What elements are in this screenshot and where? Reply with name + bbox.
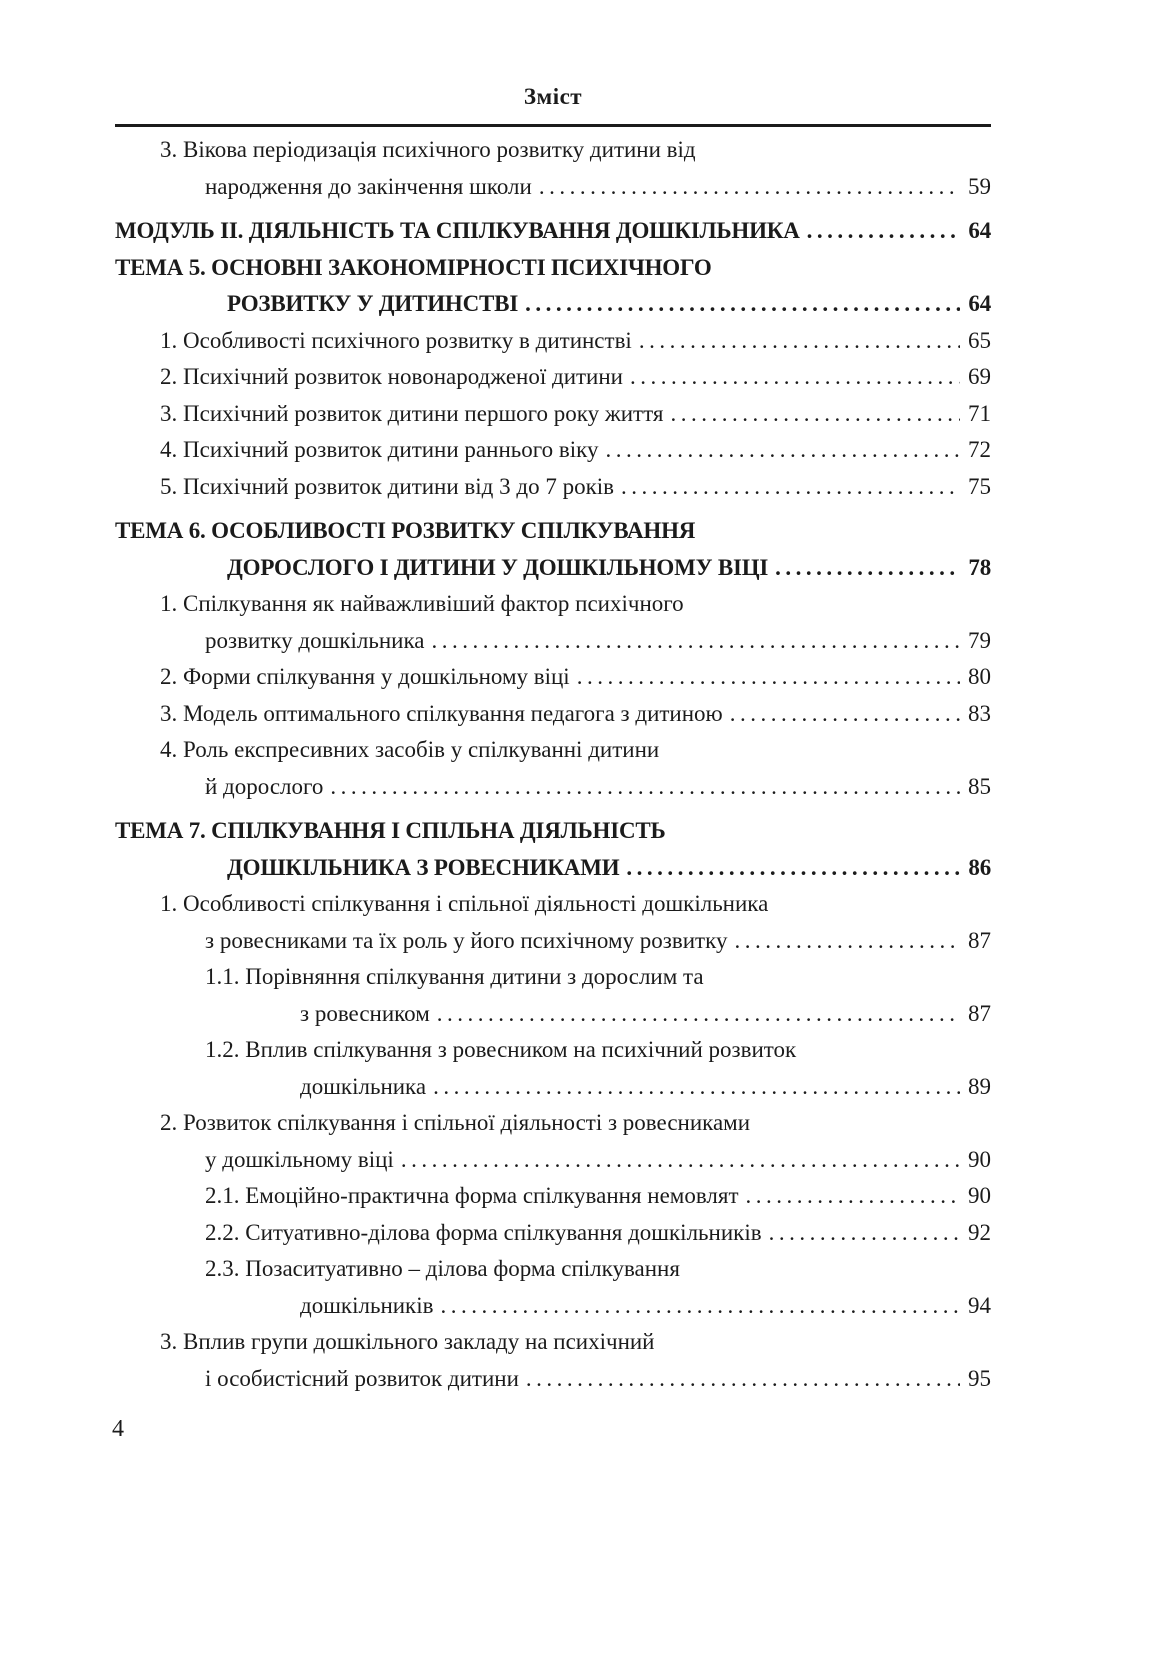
toc-line xyxy=(115,132,991,169)
dot-leader xyxy=(639,323,960,360)
toc-page-number: 69 xyxy=(968,364,991,389)
toc-entry-text: у дошкільному віці xyxy=(205,1146,394,1172)
dot-leader xyxy=(330,769,960,806)
dot-leader xyxy=(746,1178,960,1215)
toc-page-number: 87 xyxy=(968,1000,991,1026)
toc-line xyxy=(115,286,991,323)
toc-page-number: 65 xyxy=(968,327,991,353)
toc-page-number: 64 xyxy=(968,291,991,316)
toc-line xyxy=(115,213,991,250)
toc-line xyxy=(115,513,991,550)
toc-line xyxy=(115,1178,991,1215)
toc-page-number: 83 xyxy=(968,700,991,726)
toc-entry-text: з ровесником xyxy=(300,1000,430,1026)
toc-entry-text: 1.2. Вплив спілкування з ровесником на психічний розвиток xyxy=(205,1037,797,1062)
toc-line xyxy=(115,469,991,506)
dot-leader xyxy=(670,396,960,433)
dot-leader xyxy=(775,550,960,587)
dot-leader xyxy=(539,169,960,206)
dot-leader xyxy=(401,1142,960,1179)
header-rule xyxy=(115,124,991,127)
toc-entry-text: 4. Психічний розвиток дитини раннього віку xyxy=(160,437,599,462)
toc-entry-text: 3. Вплив групи дошкільного закладу на психічний xyxy=(160,1329,655,1354)
toc-entry-text: ТЕМА 7. СПІЛКУВАННЯ І СПІЛЬНА ДІЯЛЬНІСТЬ xyxy=(115,818,666,843)
toc-entry-text: 3. Вікова періодизація психічного розвитку дитини від xyxy=(160,137,696,162)
dot-leader xyxy=(432,623,961,660)
toc-line xyxy=(115,1069,991,1106)
toc-page-number: 59 xyxy=(968,173,991,199)
toc-entry-text: і особистісний розвиток дитини xyxy=(205,1365,519,1391)
toc-entry-text: 2.3. Позаситуативно – ділова форма спілкування xyxy=(205,1256,680,1281)
dot-leader xyxy=(526,1361,960,1398)
toc-page-number: 64 xyxy=(968,218,991,243)
toc-line xyxy=(115,250,991,287)
toc-line xyxy=(115,696,991,733)
toc-entry-text: 1. Особливості спілкування і спільної діяльності дошкільника xyxy=(160,891,769,916)
toc-entry-text: й дорослого xyxy=(205,773,324,799)
toc-page-number: 80 xyxy=(968,664,991,689)
toc-entry-text: ТЕМА 5. ОСНОВНІ ЗАКОНОМІРНОСТІ ПСИХІЧНОГО xyxy=(115,254,712,280)
toc-page-number: 72 xyxy=(968,437,991,462)
toc-line xyxy=(115,623,991,660)
toc-line xyxy=(115,586,991,623)
toc-line xyxy=(115,1324,991,1361)
page-title: Зміст xyxy=(523,84,583,109)
toc-line xyxy=(115,323,991,360)
toc-entry-text: 2. Форми спілкування у дошкільному віці xyxy=(160,664,570,689)
toc-entry-text: 5. Психічний розвиток дитини від 3 до 7 років xyxy=(160,473,615,499)
toc-line xyxy=(115,996,991,1033)
toc-line xyxy=(115,1251,991,1288)
toc-entry-text: РОЗВИТКУ У ДИТИНСТВІ xyxy=(227,291,519,316)
dot-leader xyxy=(734,923,960,960)
dot-leader xyxy=(769,1215,960,1252)
toc-line xyxy=(115,959,991,996)
toc-entry-text: 3. Психічний розвиток дитини першого року життя xyxy=(160,400,664,426)
toc-page-number: 92 xyxy=(968,1219,991,1245)
dot-leader xyxy=(433,1069,960,1106)
dot-leader xyxy=(605,432,960,469)
dot-leader xyxy=(441,1288,961,1325)
toc-entry-text: ДОШКІЛЬНИКА З РОВЕСНИКАМИ xyxy=(227,854,620,880)
toc-entry-text: 2. Розвиток спілкування і спільної діяльності з ровесниками xyxy=(160,1110,751,1135)
toc-line xyxy=(115,1361,991,1398)
toc-page-number: 90 xyxy=(968,1183,991,1208)
dot-leader xyxy=(630,359,960,396)
dot-leader xyxy=(730,696,960,733)
toc-page-number: 78 xyxy=(968,554,991,580)
footer-page-number: 4 xyxy=(112,1416,124,1442)
dot-leader xyxy=(626,850,960,887)
toc-page-number: 71 xyxy=(968,400,991,426)
toc-entry-text: 4. Роль експресивних засобів у спілкуванні дитини xyxy=(160,737,660,762)
dot-leader xyxy=(807,213,960,250)
toc-line xyxy=(115,1105,991,1142)
toc-line xyxy=(115,813,991,850)
toc-entry-text: МОДУЛЬ ІІ. ДІЯЛЬНІСТЬ ТА СПІЛКУВАННЯ ДОШКІЛЬНИКА xyxy=(115,218,800,243)
toc-line xyxy=(115,886,991,923)
toc-entry-text: дошкільника xyxy=(300,1073,427,1099)
toc-line xyxy=(115,1032,991,1069)
toc-line xyxy=(115,732,991,769)
toc-line xyxy=(115,850,991,887)
toc-entry-text: розвитку дошкільника xyxy=(205,627,425,653)
toc-entry-text: ТЕМА 6. ОСОБЛИВОСТІ РОЗВИТКУ СПІЛКУВАННЯ xyxy=(115,518,696,543)
toc-list xyxy=(115,132,991,1397)
toc-entry-text: 2. Психічний розвиток новонародженої дитини xyxy=(160,364,623,389)
toc-entry-text: 1. Спілкування як найважливіший фактор психічного xyxy=(160,591,684,616)
toc-entry-text: з ровесниками та їх роль у його психічному розвитку xyxy=(205,927,728,953)
toc-line xyxy=(115,1288,991,1325)
toc-entry-text: ДОРОСЛОГО І ДИТИНИ У ДОШКІЛЬНОМУ ВІЦІ xyxy=(227,554,769,580)
toc-page-number: 95 xyxy=(968,1365,991,1391)
toc-entry-text: 1.1. Порівняння спілкування дитини з дорослим та xyxy=(205,964,704,989)
toc-page-number: 85 xyxy=(968,773,991,799)
toc-entry-text: 3. Модель оптимального спілкування педагога з дитиною xyxy=(160,700,723,726)
toc-page-number: 90 xyxy=(968,1146,991,1172)
dot-leader xyxy=(621,469,960,506)
toc-entry-text: дошкільників xyxy=(300,1292,434,1318)
toc-line xyxy=(115,396,991,433)
toc-entry-text: 2.2. Ситуативно-ділова форма спілкування дошкільників xyxy=(205,1219,762,1245)
toc-page-number: 87 xyxy=(968,927,991,953)
toc-line xyxy=(115,659,991,696)
toc-line xyxy=(115,432,991,469)
toc-entry-text: 2.1. Емоційно-практична форма спілкування немовлят xyxy=(205,1183,739,1208)
toc-line xyxy=(115,359,991,396)
toc-entry-text: народження до закінчення школи xyxy=(205,173,532,199)
toc-page-number: 75 xyxy=(968,473,991,499)
toc-page-number: 86 xyxy=(968,854,991,880)
dot-leader xyxy=(525,286,960,323)
toc-entry-text: 1. Особливості психічного розвитку в дитинстві xyxy=(160,327,632,353)
toc-page-number: 89 xyxy=(968,1073,991,1099)
toc-line xyxy=(115,1215,991,1252)
toc-line xyxy=(115,1142,991,1179)
toc-line xyxy=(115,550,991,587)
toc-page-number: 94 xyxy=(968,1292,991,1318)
toc-page-number: 79 xyxy=(968,627,991,653)
toc-line xyxy=(115,169,991,206)
toc-line xyxy=(115,769,991,806)
dot-leader xyxy=(437,996,960,1033)
dot-leader xyxy=(577,659,960,696)
toc-line xyxy=(115,923,991,960)
